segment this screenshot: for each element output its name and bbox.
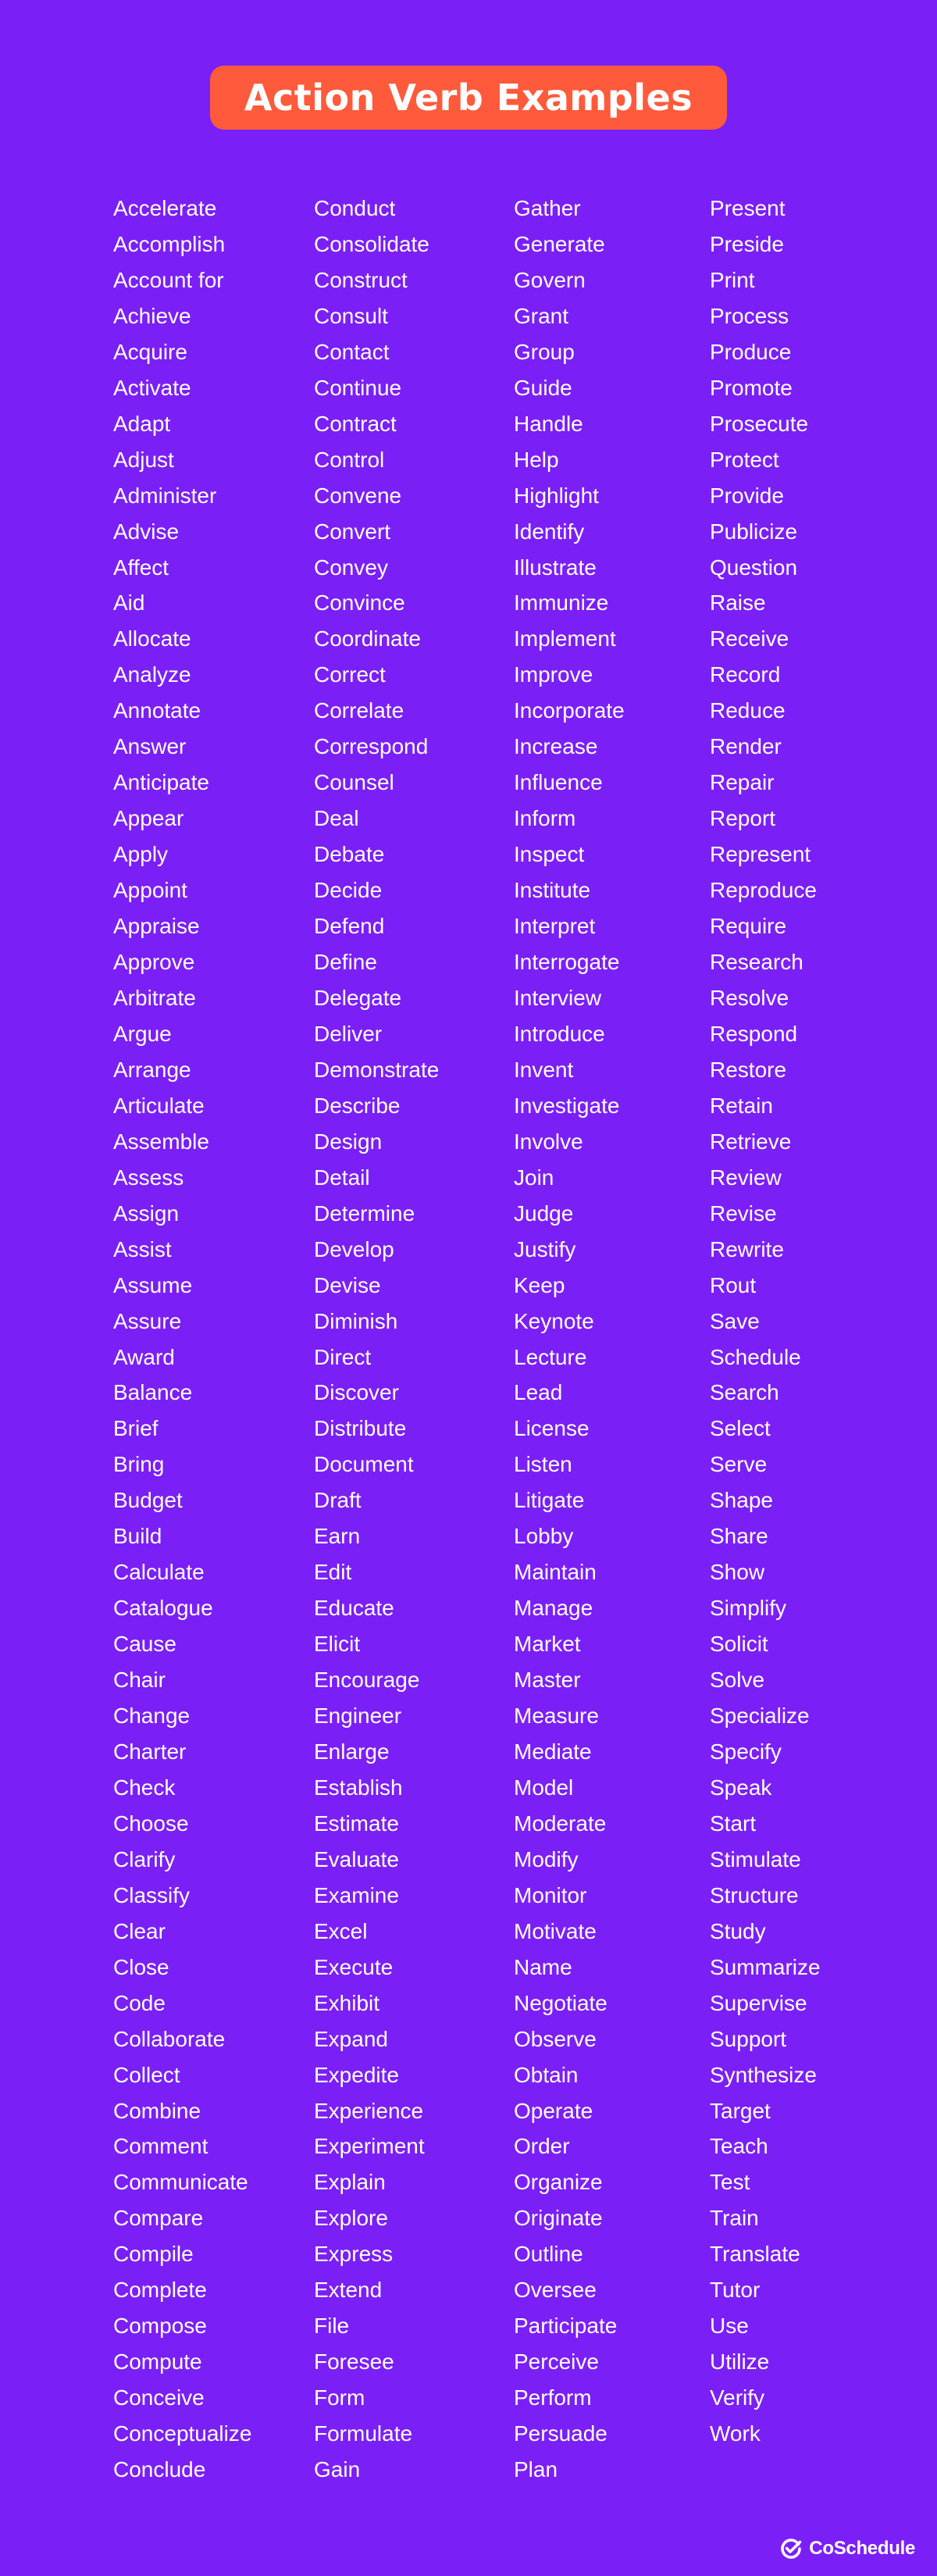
verb-item: Litigate xyxy=(514,1488,585,1513)
verb-item: Convert xyxy=(314,519,391,544)
verb-item: Describe xyxy=(314,1093,401,1118)
verb-item: Test xyxy=(710,2170,750,2195)
verb-item: Investigate xyxy=(514,1093,620,1118)
verb-item: Form xyxy=(314,2385,365,2410)
verb-item: Administer xyxy=(113,483,217,508)
verb-item: Model xyxy=(514,1775,574,1800)
verb-item: Establish xyxy=(314,1775,403,1800)
verb-item: Require xyxy=(710,914,787,939)
verb-item: Inspect xyxy=(514,842,585,867)
verb-item: Retain xyxy=(710,1093,773,1118)
verb-item: Correct xyxy=(314,662,386,687)
verb-item: Anticipate xyxy=(113,770,209,795)
verb-item: Check xyxy=(113,1775,176,1800)
verb-item: Preside xyxy=(710,231,784,256)
page-title: Action Verb Examples xyxy=(244,77,693,119)
verb-item: Achieve xyxy=(113,303,191,328)
verb-item: Judge xyxy=(514,1201,574,1226)
verb-item: Detail xyxy=(314,1165,370,1190)
verb-item: Participate xyxy=(514,2314,618,2339)
verb-column-1 xyxy=(113,191,251,2488)
verb-item: Evaluate xyxy=(314,1846,399,1871)
verb-column-3 xyxy=(514,191,625,2488)
verb-item: Conclude xyxy=(113,2457,206,2482)
verb-item: Construct xyxy=(314,267,408,292)
verb-item: Govern xyxy=(514,267,586,292)
verb-item: Mediate xyxy=(514,1739,592,1764)
verb-item: Join xyxy=(514,1165,554,1190)
verb-item: Collect xyxy=(113,2062,180,2087)
verb-item: Present xyxy=(710,196,786,220)
verb-item: Lead xyxy=(514,1380,563,1405)
verb-item: Enlarge xyxy=(314,1739,390,1764)
verb-item: Solve xyxy=(710,1668,765,1693)
verb-item: Correlate xyxy=(314,698,404,723)
verb-item: Plan xyxy=(514,2457,558,2482)
verb-item: Simplify xyxy=(710,1596,787,1621)
verb-item: Monitor xyxy=(514,1882,587,1907)
verb-item: Perform xyxy=(514,2385,592,2410)
verb-item: Synthesize xyxy=(710,2062,817,2087)
verb-item: Comment xyxy=(113,2134,208,2159)
verb-item: Conduct xyxy=(314,196,396,220)
verb-item: Raise xyxy=(710,590,766,615)
verb-item: Consolidate xyxy=(314,231,429,256)
verb-item: Translate xyxy=(710,2242,800,2267)
verb-item: Arrange xyxy=(113,1057,191,1082)
brand-name: CoSchedule xyxy=(809,2538,915,2559)
verb-item: Originate xyxy=(514,2206,603,2231)
verb-item: Speak xyxy=(710,1775,772,1800)
verb-item: Modify xyxy=(514,1846,579,1871)
verb-item: Select xyxy=(710,1416,771,1441)
verb-item: Change xyxy=(113,1704,191,1729)
verb-item: Retrieve xyxy=(710,1129,792,1154)
verb-item: Compose xyxy=(113,2314,207,2339)
verb-item: Illustrate xyxy=(514,555,597,580)
verb-item: Reproduce xyxy=(710,878,817,903)
verb-item: Tutor xyxy=(710,2278,761,2303)
verb-item: Chair xyxy=(113,1668,166,1693)
verb-item: Direct xyxy=(314,1344,372,1369)
verb-item: Appear xyxy=(113,806,184,831)
verb-item: Compile xyxy=(113,2242,194,2267)
verb-item: Use xyxy=(710,2314,749,2339)
verb-item: Adjust xyxy=(113,447,174,472)
verb-item: Utilize xyxy=(710,2349,770,2374)
verb-item: Specialize xyxy=(710,1704,810,1729)
verb-item: Implement xyxy=(514,626,616,651)
verb-item: Gather xyxy=(514,196,581,220)
verb-item: Justify xyxy=(514,1236,576,1261)
verb-item: Motivate xyxy=(514,1918,597,1943)
verb-item: Control xyxy=(314,447,385,472)
verb-item: Argue xyxy=(113,1021,172,1046)
verb-item: Accelerate xyxy=(113,196,217,220)
verb-item: Obtain xyxy=(514,2062,579,2087)
verb-item: Conceptualize xyxy=(113,2421,252,2446)
verb-item: Produce xyxy=(710,339,792,364)
verb-item: Search xyxy=(710,1380,779,1405)
verb-item: Group xyxy=(514,339,575,364)
verb-item: Interview xyxy=(514,985,602,1010)
verb-item: Keynote xyxy=(514,1308,594,1333)
verb-item: Moderate xyxy=(514,1811,607,1836)
verb-item: Devise xyxy=(314,1272,381,1297)
verb-column-4 xyxy=(710,191,821,2452)
verb-item: Approve xyxy=(113,950,195,975)
verb-item: Examine xyxy=(314,1882,399,1907)
verb-item: Publicize xyxy=(710,519,798,544)
verb-item: Continue xyxy=(314,375,402,400)
verb-item: Estimate xyxy=(314,1811,399,1836)
verb-item: Support xyxy=(710,2026,787,2051)
verb-item: Shape xyxy=(710,1488,773,1513)
verb-item: Cause xyxy=(113,1632,176,1657)
verb-item: Discover xyxy=(314,1380,399,1405)
verb-item: Teach xyxy=(710,2134,768,2159)
verb-item: Earn xyxy=(314,1524,361,1549)
verb-item: Gain xyxy=(314,2457,361,2482)
verb-item: Invent xyxy=(514,1057,574,1082)
verb-item: Deal xyxy=(314,806,359,831)
verb-item: Restore xyxy=(710,1057,787,1082)
verb-item: Outline xyxy=(514,2242,583,2267)
verb-item: Share xyxy=(710,1524,768,1549)
verb-item: License xyxy=(514,1416,590,1441)
verb-item: Execute xyxy=(314,1954,394,1979)
verb-item: Assemble xyxy=(113,1129,209,1154)
verb-item: Compare xyxy=(113,2206,204,2231)
verb-item: Allocate xyxy=(113,626,191,651)
brand-logo xyxy=(779,2537,915,2560)
verb-item: Inform xyxy=(514,806,576,831)
verb-item: Articulate xyxy=(113,1093,205,1118)
verb-item: Calculate xyxy=(113,1560,205,1585)
verb-item: Convince xyxy=(314,590,405,615)
verb-item: Structure xyxy=(710,1882,799,1907)
verb-item: Conceive xyxy=(113,2385,205,2410)
verb-item: Prosecute xyxy=(710,411,809,436)
verb-item: Expedite xyxy=(314,2062,399,2087)
verb-item: Contract xyxy=(314,411,397,436)
verb-item: Account for xyxy=(113,267,224,292)
verb-item: Aid xyxy=(113,590,145,615)
verb-item: Document xyxy=(314,1452,414,1477)
verb-item: Improve xyxy=(514,662,593,687)
verb-item: Assist xyxy=(113,1236,172,1261)
verb-item: Process xyxy=(710,303,789,328)
verb-item: Summarize xyxy=(710,1954,821,1979)
verb-item: Consult xyxy=(314,303,388,328)
verb-item: Activate xyxy=(113,375,191,400)
verb-item: Lecture xyxy=(514,1344,587,1369)
verb-item: Research xyxy=(710,950,803,975)
verb-item: Appoint xyxy=(113,878,187,903)
verb-item: Acquire xyxy=(113,339,187,364)
verb-item: Diminish xyxy=(314,1308,398,1333)
verb-item: Protect xyxy=(710,447,779,472)
verb-item: Educate xyxy=(314,1596,394,1621)
verb-item: Defend xyxy=(314,914,385,939)
verb-item: Promote xyxy=(710,375,793,400)
verb-item: Clarify xyxy=(113,1846,176,1871)
verb-item: Decide xyxy=(314,878,383,903)
verb-item: Communicate xyxy=(113,2170,248,2195)
verb-item: Help xyxy=(514,447,559,472)
verb-item: Target xyxy=(710,2098,771,2123)
verb-item: Study xyxy=(710,1918,766,1943)
verb-item: Serve xyxy=(710,1452,768,1477)
verb-item: Explore xyxy=(314,2206,388,2231)
verb-item: Represent xyxy=(710,842,811,867)
verb-item: Print xyxy=(710,267,755,292)
verb-item: Reduce xyxy=(710,698,786,723)
verb-item: Choose xyxy=(113,1811,189,1836)
verb-item: Resolve xyxy=(710,985,789,1010)
verb-item: Combine xyxy=(113,2098,201,2123)
verb-item: Clear xyxy=(113,1918,166,1943)
verb-item: Assess xyxy=(113,1165,184,1190)
verb-item: Expand xyxy=(314,2026,388,2051)
verb-item: Engineer xyxy=(314,1704,402,1729)
verb-item: Distribute xyxy=(314,1416,407,1441)
verb-item: Negotiate xyxy=(514,1990,607,2015)
verb-item: Annotate xyxy=(113,698,201,723)
verb-item: Exhibit xyxy=(314,1990,380,2015)
verb-item: Identify xyxy=(514,519,585,544)
verb-item: Code xyxy=(113,1990,166,2015)
verb-item: Award xyxy=(113,1344,175,1369)
verb-item: Show xyxy=(710,1560,765,1585)
verb-item: Guide xyxy=(514,375,572,400)
verb-item: Oversee xyxy=(514,2278,597,2303)
verb-item: Name xyxy=(514,1954,572,1979)
verb-item: Classify xyxy=(113,1882,191,1907)
verb-item: Compute xyxy=(113,2349,202,2374)
verb-item: Organize xyxy=(514,2170,603,2195)
verb-item: Maintain xyxy=(514,1560,597,1585)
verb-item: Lobby xyxy=(514,1524,574,1549)
verb-item: Accomplish xyxy=(113,231,226,256)
verb-item: Rout xyxy=(710,1272,757,1297)
verb-item: Convene xyxy=(314,483,402,508)
verb-item: Observe xyxy=(514,2026,597,2051)
coschedule-check-icon xyxy=(779,2537,803,2560)
verb-item: Analyze xyxy=(113,662,191,687)
verb-item: Assign xyxy=(113,1201,180,1226)
verb-item: Persuade xyxy=(514,2421,607,2446)
verb-item: Incorporate xyxy=(514,698,625,723)
verb-item: Budget xyxy=(113,1488,183,1513)
verb-item: Collaborate xyxy=(113,2026,226,2051)
verb-item: Stimulate xyxy=(710,1846,801,1871)
verb-item: Convey xyxy=(314,555,388,580)
verb-item: Adapt xyxy=(113,411,171,436)
verb-item: Correspond xyxy=(314,734,429,759)
verb-item: Involve xyxy=(514,1129,583,1154)
verb-item: Define xyxy=(314,950,377,975)
verb-item: Save xyxy=(710,1308,760,1333)
verb-item: Order xyxy=(514,2134,570,2159)
verb-item: Coordinate xyxy=(314,626,421,651)
verb-item: Measure xyxy=(514,1704,599,1729)
verb-item: Design xyxy=(314,1129,383,1154)
verb-item: Charter xyxy=(113,1739,187,1764)
verb-item: Work xyxy=(710,2421,761,2446)
verb-item: Train xyxy=(710,2206,759,2231)
verb-column-2 xyxy=(314,191,439,2488)
verb-item: Keep xyxy=(514,1272,565,1297)
verb-item: Repair xyxy=(710,770,775,795)
verb-item: Explain xyxy=(314,2170,386,2195)
verb-item: Experience xyxy=(314,2098,424,2123)
verb-item: Receive xyxy=(710,626,789,651)
verb-item: Perceive xyxy=(514,2349,599,2374)
verb-item: Manage xyxy=(514,1596,593,1621)
verb-item: Interpret xyxy=(514,914,596,939)
verb-item: Experiment xyxy=(314,2134,425,2159)
verb-item: Provide xyxy=(710,483,784,508)
verb-item: Edit xyxy=(314,1560,352,1585)
verb-item: Revise xyxy=(710,1201,777,1226)
verb-item: Draft xyxy=(314,1488,362,1513)
verb-item: Debate xyxy=(314,842,385,867)
verb-item: Balance xyxy=(113,1380,193,1405)
verb-item: Listen xyxy=(514,1452,572,1477)
verb-item: Schedule xyxy=(710,1344,801,1369)
verb-item: Affect xyxy=(113,555,169,580)
verb-item: Introduce xyxy=(514,1021,605,1046)
verb-item: Express xyxy=(314,2242,394,2267)
verb-item: Grant xyxy=(514,303,569,328)
verb-item: Generate xyxy=(514,231,605,256)
verb-item: Bring xyxy=(113,1452,165,1477)
verb-item: Deliver xyxy=(314,1021,383,1046)
verb-item: Arbitrate xyxy=(113,985,196,1010)
verb-item: Encourage xyxy=(314,1668,420,1693)
verb-item: Advise xyxy=(113,519,180,544)
verb-item: Complete xyxy=(113,2278,207,2303)
verb-item: Render xyxy=(710,734,782,759)
verb-item: Catalogue xyxy=(113,1596,213,1621)
verb-item: Respond xyxy=(710,1021,798,1046)
verb-item: Report xyxy=(710,806,776,831)
verb-item: Assure xyxy=(113,1308,182,1333)
verb-item: Specify xyxy=(710,1739,782,1764)
verb-item: Supervise xyxy=(710,1990,807,2015)
verb-item: Appraise xyxy=(113,914,200,939)
verb-item: Institute xyxy=(514,878,591,903)
verb-item: Close xyxy=(113,1954,169,1979)
verb-item: Assume xyxy=(113,1272,193,1297)
verb-item: Immunize xyxy=(514,590,609,615)
verb-item: Operate xyxy=(514,2098,593,2123)
verb-item: Verify xyxy=(710,2385,765,2410)
verb-item: Formulate xyxy=(314,2421,413,2446)
verb-item: Market xyxy=(514,1632,581,1657)
verb-item: Influence xyxy=(514,770,603,795)
verb-item: Increase xyxy=(514,734,598,759)
verb-item: Build xyxy=(113,1524,162,1549)
verb-item: Contact xyxy=(314,339,390,364)
verb-item: Solicit xyxy=(710,1632,768,1657)
verb-item: Determine xyxy=(314,1201,415,1226)
verb-item: Review xyxy=(710,1165,782,1190)
verb-item: Extend xyxy=(314,2278,383,2303)
verb-item: Interrogate xyxy=(514,950,620,975)
verb-item: Record xyxy=(710,662,781,687)
verb-item: Rewrite xyxy=(710,1236,784,1261)
verb-item: Brief xyxy=(113,1416,159,1441)
verb-item: Master xyxy=(514,1668,581,1693)
verb-item: Handle xyxy=(514,411,583,436)
verb-item: Question xyxy=(710,555,798,580)
verb-item: Delegate xyxy=(314,985,402,1010)
verb-item: Demonstrate xyxy=(314,1057,440,1082)
verb-item: Excel xyxy=(314,1918,368,1943)
verb-item: File xyxy=(314,2314,350,2339)
verb-item: Elicit xyxy=(314,1632,361,1657)
verb-item: Start xyxy=(710,1811,757,1836)
verb-item: Counsel xyxy=(314,770,394,795)
verb-item: Apply xyxy=(113,842,169,867)
verb-item: Develop xyxy=(314,1236,394,1261)
verb-item: Highlight xyxy=(514,483,599,508)
verb-item: Answer xyxy=(113,734,187,759)
verb-item: Foresee xyxy=(314,2349,394,2374)
